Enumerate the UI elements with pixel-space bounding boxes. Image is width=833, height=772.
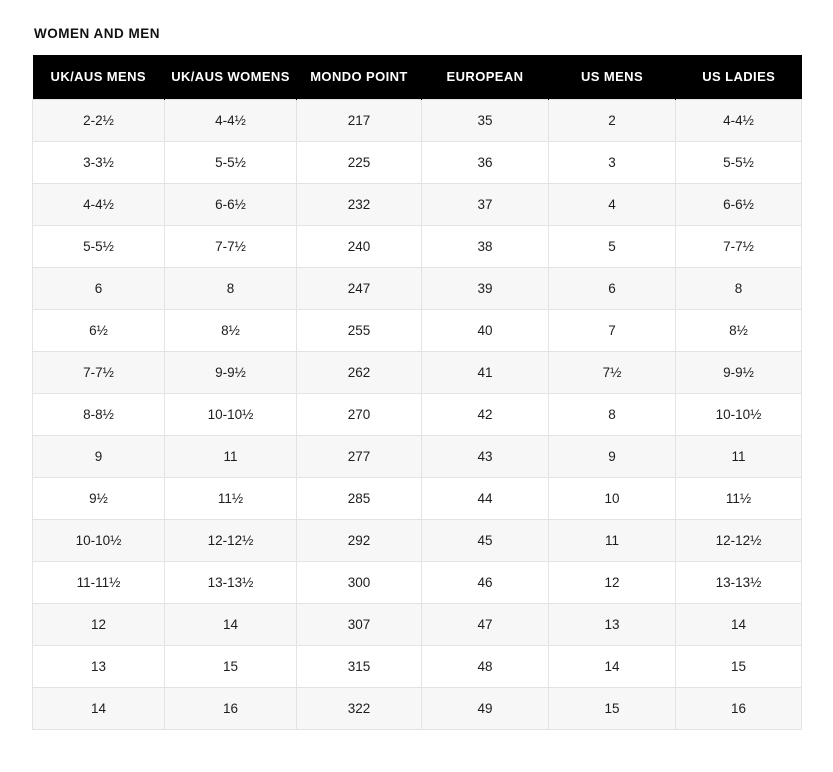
table-row (33, 646, 802, 688)
column-header: UK/AUS WOMENS (165, 55, 297, 100)
table-cell: 4-4½ (676, 100, 802, 142)
table-cell: 8 (549, 394, 676, 436)
table-cell: 41 (422, 352, 549, 394)
table-cell: 285 (297, 478, 422, 520)
table-cell: 14 (33, 688, 165, 730)
table-cell: 6½ (33, 310, 165, 352)
table-row (33, 436, 802, 478)
table-cell: 4-4½ (33, 184, 165, 226)
table-cell: 11 (549, 520, 676, 562)
table-cell: 11 (676, 436, 802, 478)
table-cell: 44 (422, 478, 549, 520)
table-cell: 315 (297, 646, 422, 688)
table-cell: 11½ (165, 478, 297, 520)
table-cell: 38 (422, 226, 549, 268)
table-cell: 11 (165, 436, 297, 478)
table-row (33, 100, 802, 142)
table-cell: 7-7½ (33, 352, 165, 394)
table-cell: 46 (422, 562, 549, 604)
table-cell: 5-5½ (165, 142, 297, 184)
table-row (33, 394, 802, 436)
table-cell: 225 (297, 142, 422, 184)
table-cell: 7-7½ (165, 226, 297, 268)
table-cell: 9-9½ (676, 352, 802, 394)
table-cell: 217 (297, 100, 422, 142)
table-cell: 8 (165, 268, 297, 310)
table-cell: 10-10½ (33, 520, 165, 562)
table-cell: 9-9½ (165, 352, 297, 394)
table-cell: 8 (676, 268, 802, 310)
table-cell: 5-5½ (676, 142, 802, 184)
table-cell: 15 (676, 646, 802, 688)
table-row (33, 352, 802, 394)
page-title: WOMEN AND MEN (34, 26, 160, 41)
table-cell: 12 (549, 562, 676, 604)
table-row (33, 184, 802, 226)
table-cell: 12-12½ (165, 520, 297, 562)
table-row (33, 604, 802, 646)
table-cell: 36 (422, 142, 549, 184)
table-cell: 8½ (676, 310, 802, 352)
table-cell: 255 (297, 310, 422, 352)
table-cell: 7 (549, 310, 676, 352)
table-cell: 16 (676, 688, 802, 730)
table-header (33, 55, 802, 100)
table-row (33, 688, 802, 730)
table-cell: 7½ (549, 352, 676, 394)
table-cell: 307 (297, 604, 422, 646)
table-cell: 43 (422, 436, 549, 478)
table-row (33, 142, 802, 184)
table-cell: 240 (297, 226, 422, 268)
table-row (33, 268, 802, 310)
table-cell: 322 (297, 688, 422, 730)
table-cell: 6-6½ (165, 184, 297, 226)
table-cell: 12-12½ (676, 520, 802, 562)
table-cell: 13-13½ (676, 562, 802, 604)
table-cell: 292 (297, 520, 422, 562)
table-header-row (33, 55, 802, 100)
table-cell: 6 (549, 268, 676, 310)
table-cell: 37 (422, 184, 549, 226)
table-cell: 40 (422, 310, 549, 352)
table-cell: 9 (549, 436, 676, 478)
table-cell: 10 (549, 478, 676, 520)
column-header: UK/AUS MENS (33, 55, 165, 100)
table-cell: 2 (549, 100, 676, 142)
column-header: MONDO POINT (297, 55, 422, 100)
table-cell: 300 (297, 562, 422, 604)
table-row (33, 478, 802, 520)
table-cell: 11-11½ (33, 562, 165, 604)
table-row (33, 562, 802, 604)
table-cell: 14 (549, 646, 676, 688)
table-cell: 15 (165, 646, 297, 688)
table-cell: 49 (422, 688, 549, 730)
table-cell: 4-4½ (165, 100, 297, 142)
column-header: EUROPEAN (422, 55, 549, 100)
table-cell: 13 (33, 646, 165, 688)
table-cell: 2-2½ (33, 100, 165, 142)
table-cell: 14 (676, 604, 802, 646)
table-cell: 13-13½ (165, 562, 297, 604)
table-row (33, 310, 802, 352)
table-body (33, 100, 802, 730)
table-cell: 247 (297, 268, 422, 310)
table-cell: 13 (549, 604, 676, 646)
table-cell: 6-6½ (676, 184, 802, 226)
table-cell: 48 (422, 646, 549, 688)
table-cell: 35 (422, 100, 549, 142)
size-conversion-table (32, 55, 802, 730)
table-cell: 14 (165, 604, 297, 646)
table-cell: 277 (297, 436, 422, 478)
column-header: US LADIES (676, 55, 802, 100)
table-cell: 4 (549, 184, 676, 226)
table-cell: 15 (549, 688, 676, 730)
table-cell: 47 (422, 604, 549, 646)
table-cell: 10-10½ (165, 394, 297, 436)
table-cell: 5 (549, 226, 676, 268)
table-cell: 5-5½ (33, 226, 165, 268)
table-cell: 7-7½ (676, 226, 802, 268)
table-cell: 270 (297, 394, 422, 436)
table-cell: 232 (297, 184, 422, 226)
table-cell: 11½ (676, 478, 802, 520)
table-cell: 9 (33, 436, 165, 478)
column-header: US MENS (549, 55, 676, 100)
table-cell: 10-10½ (676, 394, 802, 436)
table-cell: 6 (33, 268, 165, 310)
table-row (33, 520, 802, 562)
table-cell: 262 (297, 352, 422, 394)
table-cell: 45 (422, 520, 549, 562)
table-cell: 8-8½ (33, 394, 165, 436)
table-cell: 16 (165, 688, 297, 730)
table-cell: 8½ (165, 310, 297, 352)
table-row (33, 226, 802, 268)
table-cell: 12 (33, 604, 165, 646)
table-cell: 3-3½ (33, 142, 165, 184)
table-cell: 42 (422, 394, 549, 436)
table-cell: 39 (422, 268, 549, 310)
table-cell: 9½ (33, 478, 165, 520)
table-cell: 3 (549, 142, 676, 184)
